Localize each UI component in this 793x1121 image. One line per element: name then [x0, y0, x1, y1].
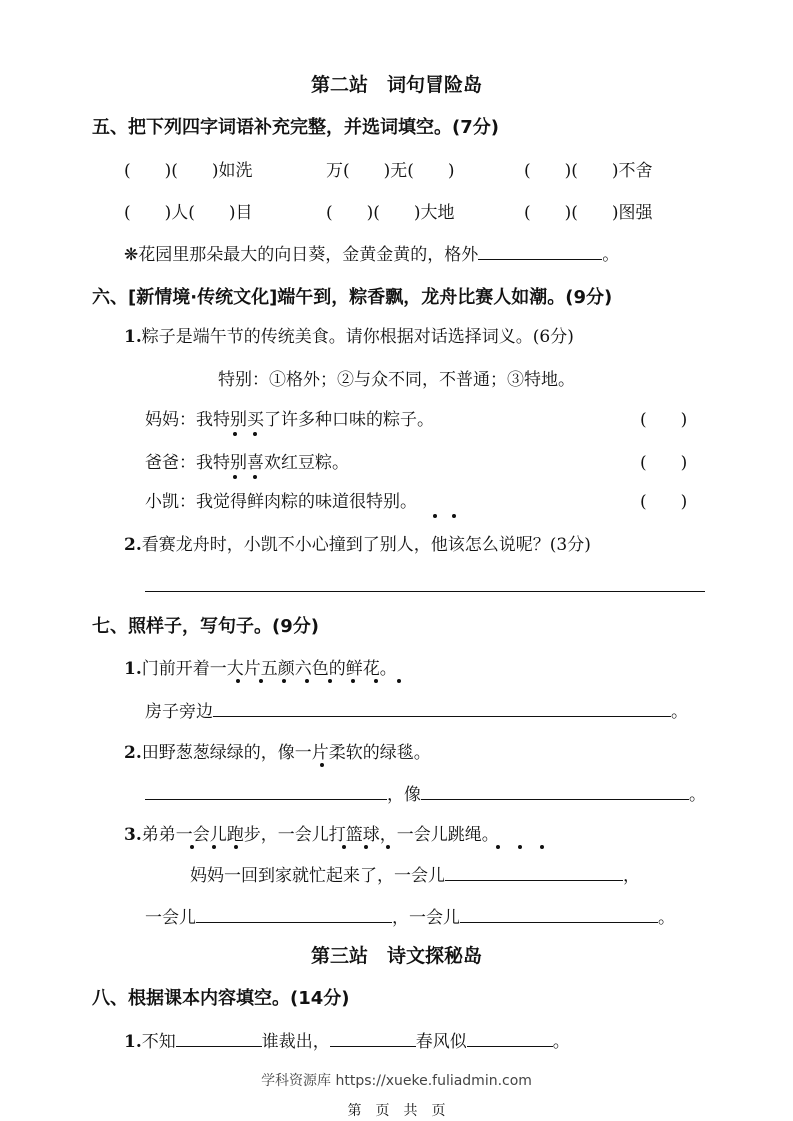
page-number: 第 页 共 页	[347, 1103, 446, 1119]
q8-s1-a: 不知	[141, 1032, 176, 1052]
q7-s3-blank-2[interactable]	[196, 921, 392, 923]
emphasis-dot	[452, 514, 456, 518]
q6-sub1-text: 粽子是端午节的传统美食。请你根据对话选择词义。(6分)	[141, 327, 574, 347]
q6-sub2-text: 看赛龙舟时，小凯不小心撞到了别人，他该怎么说呢？(3分)	[141, 535, 591, 555]
emphasis-dot	[397, 679, 401, 683]
emphasis-dot	[496, 845, 500, 849]
q7-s1-end: 。	[671, 702, 688, 722]
q5-heading: 五、把下列四字词语补充完整，并选词填空。(7分)	[92, 117, 499, 138]
q6-answer-1[interactable]: ( )	[640, 410, 688, 430]
q5-row2-b: ( )( )大地	[326, 203, 455, 223]
emphasis-dot	[518, 845, 522, 849]
q5-row1-a: ( )( )如洗	[124, 161, 253, 181]
emphasis-dot	[233, 475, 237, 479]
q6-sub2	[124, 530, 591, 555]
q7-s3-num: 3.	[124, 825, 142, 845]
dialog-speaker: 小凯：	[145, 492, 196, 512]
q7-s3-line2-a: 一会儿	[145, 908, 196, 928]
q6-sub1-num: 1.	[124, 327, 142, 347]
q6-dialog-2	[145, 448, 349, 473]
emphasis-dot	[212, 845, 216, 849]
q7-s3	[124, 820, 499, 845]
q7-s3-text: 弟弟一会儿跑步，一会儿打篮球，一会儿跳绳。	[141, 825, 499, 845]
q7-s1-prompt: 房子旁边	[145, 702, 213, 722]
q7-s2-blank-1[interactable]	[145, 798, 387, 800]
q8-s1-c: 春风似	[415, 1032, 467, 1052]
emphasis-dot	[190, 845, 194, 849]
q5-fill-prefix: ❋花园里那朵最大的向日葵，金黄金黄的，格外	[124, 245, 479, 265]
emphasis-dot	[364, 845, 368, 849]
emphasis-dot	[351, 679, 355, 683]
q7-s1-blank[interactable]	[213, 715, 671, 717]
emphasis-dot	[234, 845, 238, 849]
q7-s3-line2	[145, 903, 675, 928]
q7-s3-line1-text: 妈妈一回到家就忙起来了，一会儿	[190, 866, 445, 886]
station2-title: 第二站 词句冒险岛	[310, 74, 482, 96]
footer-watermark: 学科资源库 https://xueke.fuliadmin.com	[261, 1073, 532, 1089]
q6-dialog-3	[145, 487, 417, 512]
dialog-speaker: 妈妈：	[145, 410, 196, 430]
q7-s2-end: 。	[689, 785, 706, 805]
dialog-speaker: 爸爸：	[145, 453, 196, 473]
q7-s3-line1	[190, 861, 640, 886]
emphasis-dot	[320, 763, 324, 767]
emphasis-dot	[305, 679, 309, 683]
q5-fill-sentence	[124, 240, 619, 265]
q7-s1-text: 门前开着一大片五颜六色的鲜花。	[141, 659, 397, 679]
emphasis-dot	[540, 845, 544, 849]
q7-s3-line2-b: ，一会儿	[392, 908, 460, 928]
emphasis-dot	[386, 845, 390, 849]
emphasis-dot	[259, 679, 263, 683]
q5-row2-c: ( )( )图强	[524, 203, 653, 223]
q6-answer-2[interactable]: ( )	[640, 453, 688, 473]
emphasis-dot	[374, 679, 378, 683]
emphasis-dot	[282, 679, 286, 683]
q8-s1-blank-2[interactable]	[330, 1045, 416, 1047]
q5-fill-suffix: 。	[602, 245, 620, 265]
emphasis-dot	[328, 679, 332, 683]
q6-sub1	[124, 322, 574, 347]
emphasis-dot	[236, 679, 240, 683]
emphasis-dot	[253, 475, 257, 479]
emphasis-dot	[342, 845, 346, 849]
dialog-text: 我特别买了许多种口味的粽子。	[196, 410, 434, 430]
q6-sub2-num: 2.	[124, 535, 142, 555]
q8-heading: 八、根据课本内容填空。(14分)	[92, 988, 350, 1009]
q6-answer-line[interactable]	[145, 591, 705, 592]
q8-s1-blank-3[interactable]	[467, 1045, 553, 1047]
q5-row2-a: ( )人( )目	[124, 203, 253, 223]
q8-s1-num: 1.	[124, 1032, 142, 1052]
q6-meanings: 特别：①格外；②与众不同，不普通；③特地。	[218, 370, 575, 390]
q5-row1-c: ( )( )不舍	[524, 161, 653, 181]
q6-dialog-1	[145, 405, 434, 430]
q7-s3-blank-1[interactable]	[445, 879, 623, 881]
emphasis-dot	[233, 432, 237, 436]
q7-s3-line1-end: ，	[623, 866, 640, 886]
q7-s2-num: 2.	[124, 743, 142, 763]
q8-s1	[124, 1027, 570, 1052]
q5-answer-blank[interactable]	[478, 258, 602, 260]
q8-s1-blank-1[interactable]	[176, 1045, 262, 1047]
dialog-text: 我特别喜欢红豆粽。	[196, 453, 349, 473]
q7-s2-answer	[145, 780, 706, 805]
station3-title: 第三站 诗文探秘岛	[310, 945, 482, 967]
q7-s2-text: 田野葱葱绿绿的，像一片柔软的绿毯。	[141, 743, 431, 763]
q7-heading: 七、照样子，写句子。(9分)	[92, 616, 319, 637]
q7-s1	[124, 654, 397, 679]
q7-s2	[124, 738, 431, 763]
q7-s3-end: 。	[658, 908, 675, 928]
q7-s2-blank-2[interactable]	[421, 798, 689, 800]
q8-s1-b: 谁裁出，	[261, 1032, 330, 1052]
q7-s2-mid: ，像	[387, 785, 421, 805]
q7-s1-answer	[145, 697, 688, 722]
q6-heading: 六、[新情境·传统文化]端午到，粽香飘，龙舟比赛人如潮。(9分)	[92, 287, 613, 308]
q8-s1-end: 。	[552, 1032, 570, 1052]
q6-answer-3[interactable]: ( )	[640, 492, 688, 512]
q5-row1-b: 万( )无( )	[326, 161, 455, 181]
emphasis-dot	[253, 432, 257, 436]
dialog-text: 我觉得鲜肉粽的味道很特别。	[196, 492, 417, 512]
emphasis-dot	[433, 514, 437, 518]
q7-s1-num: 1.	[124, 659, 142, 679]
q7-s3-blank-3[interactable]	[460, 921, 658, 923]
